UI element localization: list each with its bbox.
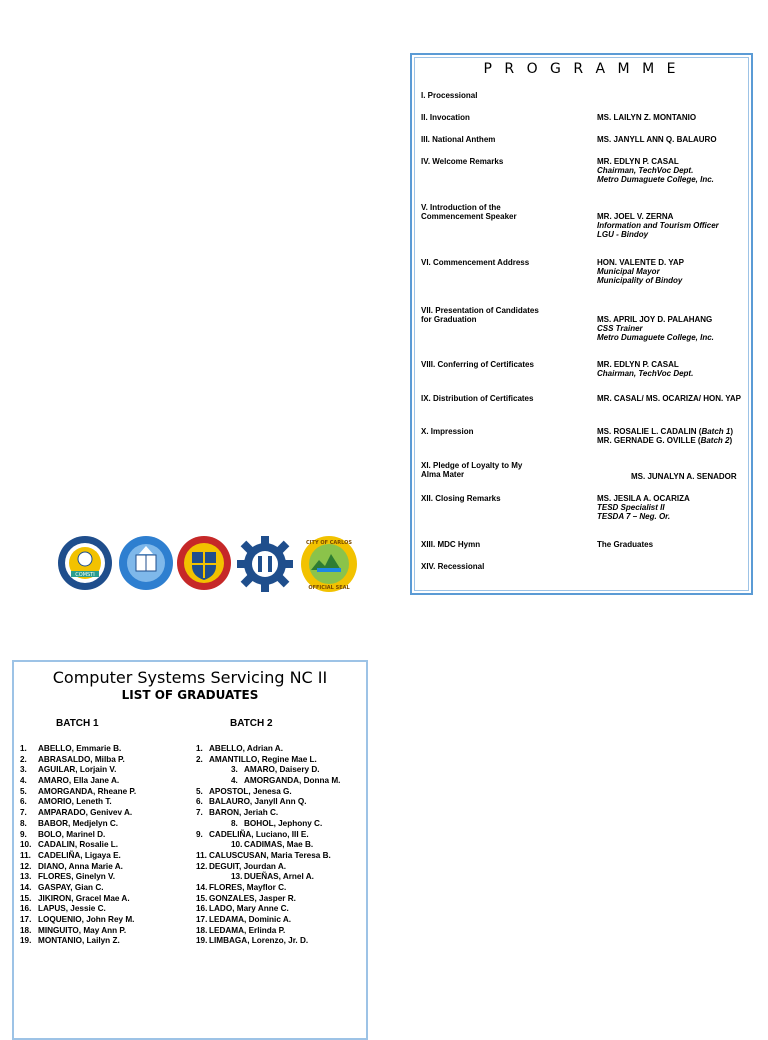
programme-person: MS. JESILA A. OCARIZA	[597, 494, 690, 503]
programme-role: Metro Dumaguete College, Inc.	[597, 333, 714, 342]
graduate-name: JIKIRON, Gracel Mae A.	[38, 893, 130, 903]
graduate-item	[196, 797, 340, 808]
programme-person: The Graduates	[597, 540, 654, 549]
graduate-item	[20, 936, 136, 947]
graduate-name: BABOR, Medjelyn C.	[38, 818, 119, 828]
programme-person-block	[597, 157, 757, 184]
graduate-item	[20, 915, 136, 926]
graduate-name: AMARO, Ella Jane A.	[38, 776, 120, 786]
graduate-name: AMORGANDA, Donna M.	[244, 776, 341, 786]
graduate-name: LADO, Mary Anne C.	[209, 904, 289, 914]
programme-item: XIV. Recessional	[421, 562, 485, 571]
logo-strip	[55, 534, 360, 594]
graduate-name: BOHOL, Jephony C.	[244, 818, 323, 828]
batch1-list	[20, 744, 136, 947]
programme-item: X. Impression	[421, 427, 474, 436]
graduate-name: GASPAY, Gian C.	[38, 882, 104, 892]
graduate-item	[196, 936, 340, 947]
graduate-name: CADELIÑA, Ligaya E.	[38, 850, 121, 860]
graduate-number: 19.	[20, 936, 32, 946]
programme-item: VI. Commencement Address	[421, 258, 530, 267]
graduate-name: CALUSCUSAN, Maria Teresa B.	[209, 850, 331, 860]
graduate-name: MONTANIO, Lailyn Z.	[38, 936, 120, 946]
programme-person-block	[597, 360, 757, 378]
graduate-item	[196, 840, 340, 851]
graduate-name: BARON, Jeriah C.	[209, 808, 279, 818]
graduate-item	[196, 787, 340, 798]
graduate-item	[20, 830, 136, 841]
graduate-name: CADALIN, Rosalie L.	[38, 840, 119, 850]
graduate-number: 17.	[196, 915, 208, 924]
graduate-name: AMORIO, Leneth T.	[38, 797, 112, 807]
graduate-name: GONZALES, Jasper R.	[209, 893, 296, 903]
graduate-number: 7.	[196, 808, 203, 818]
graduate-item	[20, 894, 136, 905]
programme-person: MR. EDLYN P. CASAL	[597, 360, 679, 369]
graduate-item	[20, 787, 136, 798]
graduate-number: 14.	[20, 882, 32, 892]
graduate-number: 18.	[196, 925, 208, 935]
graduate-number: 5.	[20, 786, 27, 796]
programme-person: MS. JUNALYN A. SENADOR	[631, 472, 737, 481]
graduate-number: 5.	[196, 786, 203, 796]
graduate-number: 4.	[20, 776, 27, 786]
programme-person: MS. ROSALIE L. CADALIN (Batch 1)	[597, 427, 734, 436]
graduate-number: 7.	[20, 808, 27, 818]
programme-person: MS. APRIL JOY D. PALAHANG	[597, 315, 713, 324]
graduate-name: APOSTOL, Jenesa G.	[209, 786, 292, 796]
graduate-number: 17.	[20, 915, 32, 924]
programme-person-block	[597, 427, 757, 445]
graduate-number: 8.	[231, 818, 238, 828]
graduate-name: BOLO, Marinel D.	[38, 829, 106, 839]
graduate-item	[20, 872, 136, 883]
college-seal-icon	[117, 534, 175, 592]
list-subtitle: LIST OF GRADUATES	[121, 688, 259, 702]
programme-role: Information and Tourism Officer	[597, 221, 719, 230]
graduate-number: 19.	[196, 936, 208, 946]
graduate-item	[20, 862, 136, 873]
graduate-number: 11.	[196, 850, 207, 860]
graduate-item	[20, 851, 136, 862]
programme-person-block	[597, 315, 757, 342]
graduate-name: BALAURO, Janyll Ann Q.	[209, 797, 307, 807]
graduate-number: 13.	[20, 872, 32, 882]
programme-role: CSS Trainer	[597, 324, 643, 333]
graduate-number: 8.	[20, 818, 27, 828]
graduate-name: LEDAMA, Erlinda P.	[209, 925, 286, 935]
graduate-name: AMORGANDA, Rheane P.	[38, 786, 137, 796]
tesda-gear-icon	[233, 534, 297, 594]
graduate-item	[196, 926, 340, 937]
programme-item: I. Processional	[421, 91, 478, 100]
graduate-name: AMPARADO, Genivev A.	[38, 808, 133, 818]
graduate-number: 14.	[196, 882, 208, 892]
graduate-number: 4.	[231, 776, 238, 786]
programme-person: MR. EDLYN P. CASAL	[597, 157, 679, 166]
graduate-number: 16.	[20, 904, 32, 914]
graduate-item	[20, 744, 136, 755]
graduate-name: LEDAMA, Dominic A.	[209, 915, 292, 924]
programme-item: II. Invocation	[421, 113, 470, 122]
graduate-name: ABELLO, Adrian A.	[209, 744, 283, 753]
programme-person: HON. VALENTE D. YAP	[597, 258, 684, 267]
programme-role: Municipal Mayor	[597, 267, 660, 276]
programme-title: P R O G R A M M E	[483, 61, 680, 77]
programme-person-block	[597, 212, 757, 239]
graduate-name: ABRASALDO, Milba P.	[38, 754, 125, 764]
graduate-item	[20, 819, 136, 830]
graduate-name: MINGUITO, May Ann P.	[38, 925, 127, 935]
graduate-number: 9.	[196, 829, 203, 839]
graduate-name: LAPUS, Jessie C.	[38, 904, 106, 914]
graduate-item	[20, 883, 136, 894]
programme-item: IV. Welcome Remarks	[421, 157, 504, 166]
graduate-name: FLORES, Ginelyn V.	[38, 872, 116, 882]
graduate-item	[20, 926, 136, 937]
graduate-item	[196, 883, 340, 894]
graduate-item	[196, 904, 340, 915]
graduate-number: 3.	[231, 765, 238, 775]
graduate-item	[20, 776, 136, 787]
graduate-item	[196, 776, 340, 787]
programme-item: IX. Distribution of Certificates	[421, 394, 534, 403]
graduate-name: FLORES, Mayflor C.	[209, 882, 287, 892]
programme-item: VIII. Conferring of Certificates	[421, 360, 534, 369]
graduate-item	[196, 755, 340, 766]
graduate-item	[196, 872, 340, 883]
graduate-item	[196, 851, 340, 862]
graduate-number: 2.	[196, 754, 203, 764]
graduate-name: CADELIÑA, Luciano, III E.	[209, 829, 309, 839]
graduate-number: 10.	[20, 840, 32, 850]
programme-role: Metro Dumaguete College, Inc.	[597, 175, 714, 184]
school-seal-label: COMSTI	[75, 572, 95, 578]
programme-person: MR. CASAL/ MS. OCARIZA/ HON. YAP	[597, 394, 742, 403]
batch1-heading: BATCH 1	[56, 718, 99, 729]
programme-person-block	[597, 494, 757, 521]
graduate-number: 6.	[20, 797, 27, 807]
graduate-name: ABELLO, Emmarie B.	[38, 744, 122, 753]
graduate-item	[20, 904, 136, 915]
graduate-number: 13.	[231, 872, 243, 882]
graduate-item	[196, 915, 340, 926]
batch2-heading: BATCH 2	[230, 718, 273, 729]
graduate-number: 9.	[20, 829, 27, 839]
graduate-name: LOQUENIO, John Rey M.	[38, 915, 135, 924]
programme-item: XIII. MDC Hymn	[421, 540, 481, 549]
graduate-number: 6.	[196, 797, 203, 807]
graduate-item	[20, 840, 136, 851]
programme-person: MS. JANYLL ANN Q. BALAURO	[597, 135, 717, 144]
programme-role: Chairman, TechVoc Dept.	[597, 166, 694, 175]
programme-role: Chairman, TechVoc Dept.	[597, 369, 694, 378]
graduate-item	[196, 830, 340, 841]
graduate-item	[196, 744, 340, 755]
graduate-item	[196, 862, 340, 873]
programme-role: TESDA 7 – Neg. Or.	[597, 512, 671, 521]
graduate-name: LIMBAGA, Lorenzo, Jr. D.	[209, 936, 309, 946]
graduate-name: DIANO, Anna Marie A.	[38, 861, 123, 871]
graduate-name: DUEÑAS, Arnel A.	[244, 872, 314, 882]
graduate-item	[196, 808, 340, 819]
programme-role: Municipality of Bindoy	[597, 276, 683, 285]
graduate-name: AMANTILLO, Regine Mae L.	[209, 754, 317, 764]
university-seal-icon	[175, 534, 233, 592]
graduate-number: 10.	[231, 840, 243, 850]
graduate-item	[20, 808, 136, 819]
graduate-item	[196, 819, 340, 830]
programme-person: MS. LAILYN Z. MONTANIO	[597, 113, 697, 122]
city-seal-bottom-label: OFFICIAL SEAL	[308, 585, 350, 591]
graduate-number: 15.	[196, 893, 208, 903]
graduates-panel	[12, 660, 368, 1040]
programme-person: MR. JOEL V. ZERNA	[597, 212, 674, 221]
graduate-number: 12.	[196, 861, 208, 871]
programme-item: III. National Anthem	[421, 135, 496, 144]
programme-item: V. Introduction of the Commencement Speaker	[421, 203, 517, 221]
city-seal-top-label: CITY OF CARLOS	[306, 540, 352, 546]
course-title: Computer Systems Servicing NC II	[52, 668, 328, 687]
programme-item: XI. Pledge of Loyalty to My Alma Mater	[421, 461, 523, 479]
programme-person: MR. GERNADE G. OVILLE (Batch 2)	[597, 436, 733, 445]
graduate-name: AMARO, Daisery D.	[244, 765, 320, 775]
programme-panel	[410, 53, 753, 595]
graduate-number: 11.	[20, 850, 31, 860]
batch2-list	[196, 744, 340, 947]
graduate-item	[20, 797, 136, 808]
graduate-number: 15.	[20, 893, 32, 903]
programme-item: XII. Closing Remarks	[421, 494, 501, 503]
graduate-number: 1.	[196, 744, 203, 753]
programme-role: TESD Specialist II	[597, 503, 665, 512]
graduate-item	[20, 755, 136, 766]
programme-role: LGU - Bindoy	[597, 230, 649, 239]
programme-person-block	[597, 258, 757, 285]
graduate-name: AGUILAR, Lorjain V.	[38, 765, 117, 775]
school-seal-icon	[55, 534, 115, 592]
graduate-number: 3.	[20, 765, 27, 775]
graduate-number: 12.	[20, 861, 32, 871]
graduate-item	[196, 765, 340, 776]
city-official-seal-icon	[299, 534, 359, 594]
graduate-name: DEGUIT, Jourdan A.	[209, 861, 287, 871]
graduate-name: CADIMAS, Mae B.	[244, 840, 314, 850]
graduate-item	[20, 765, 136, 776]
graduate-item	[196, 894, 340, 905]
graduate-number: 2.	[20, 754, 27, 764]
graduate-number: 1.	[20, 744, 27, 753]
graduate-number: 18.	[20, 925, 32, 935]
graduate-number: 16.	[196, 904, 208, 914]
programme-item: VII. Presentation of Candidates for Graduation	[421, 306, 539, 324]
